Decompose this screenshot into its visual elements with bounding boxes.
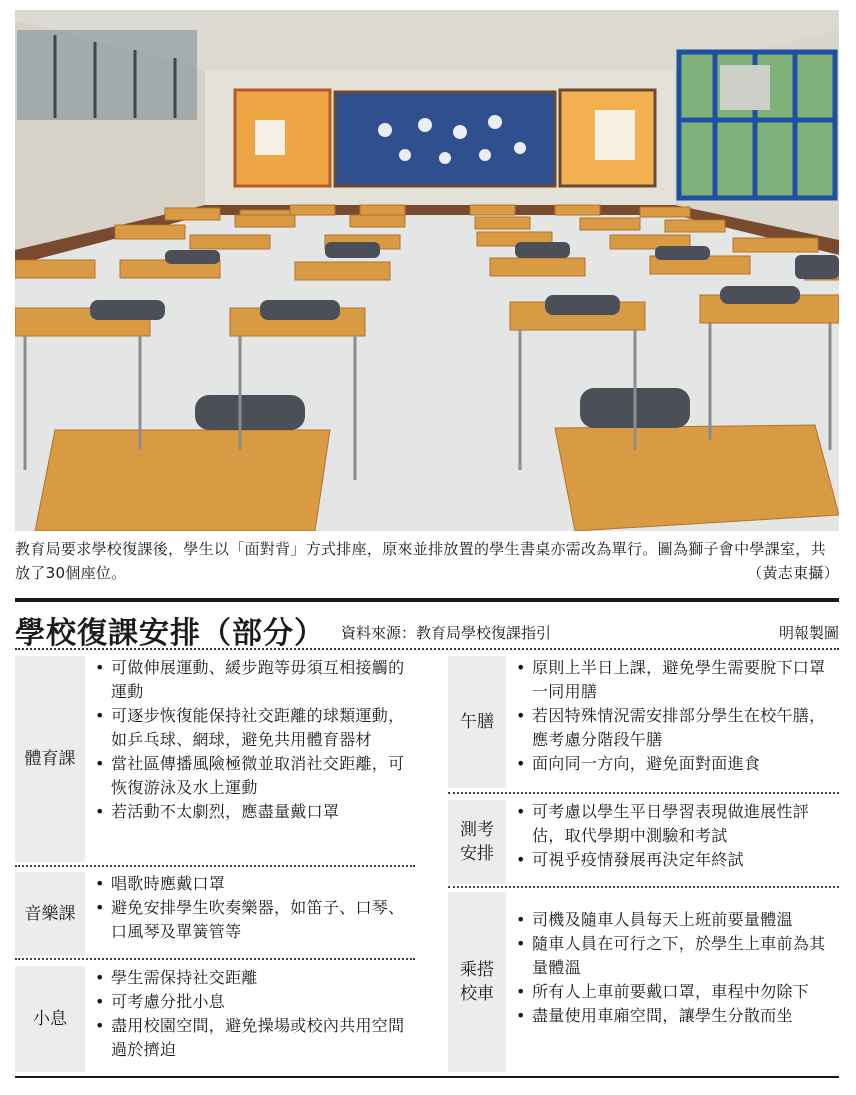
- list-item: • 可考慮以學生平日學習表現做進展性評估，取代學期中測驗和考試: [514, 800, 839, 848]
- section-pe: [15, 656, 415, 862]
- list-item: • 避免安排學生吹奏樂器，如笛子、口琴、口風琴及單簧管等: [93, 896, 415, 944]
- list-item: • 面向同一方向，避免面對面進食: [514, 752, 839, 776]
- section-items: [506, 656, 839, 788]
- section-lunch: [448, 656, 839, 788]
- list-item: • 可視乎疫情發展再決定年終試: [514, 848, 839, 872]
- list-item: • 當社區傳播風險極微並取消社交距離，可恢復游泳及水上運動: [93, 752, 415, 800]
- source-note: 資料來源：教育局學校復課指引: [341, 624, 552, 642]
- divider: [448, 792, 839, 794]
- section-label: 體育課: [15, 656, 85, 862]
- list-item: • 可逐步恢復能保持社交距離的球類運動，如乒乓球、網球，避免共用體育器材: [93, 704, 415, 752]
- infographic-title: 學校復課安排（部分）: [15, 616, 325, 651]
- section-music: [15, 872, 415, 956]
- section-label-line: 乘搭: [460, 960, 494, 980]
- photo-credit: （黃志東攝）: [747, 564, 839, 582]
- list-item: • 可考慮分批小息: [93, 990, 415, 1014]
- list-item: • 若活動不太劇烈，應盡量戴口罩: [93, 800, 415, 824]
- divider: [15, 958, 415, 960]
- section-items: [506, 892, 839, 1072]
- divider: [15, 648, 839, 650]
- section-label: 小息: [15, 966, 85, 1072]
- list-item: • 唱歌時應戴口罩: [93, 872, 415, 896]
- list-item: • 所有人上車前要戴口罩，車程中勿除下: [514, 980, 839, 1004]
- list-item: • 隨車人員在可行之下，於學生上車前為其量體溫: [514, 932, 839, 980]
- section-label: 午膳: [448, 656, 506, 788]
- section-label: [448, 800, 506, 884]
- list-item: • 原則上半日上課，避免學生需要脫下口罩一同用膳: [514, 656, 839, 704]
- divider: [15, 865, 415, 867]
- photo-caption: [15, 537, 839, 585]
- section-items: [85, 656, 415, 862]
- list-item: • 可做伸展運動、緩步跑等毋須互相接觸的運動: [93, 656, 415, 704]
- section-recess: [15, 966, 415, 1072]
- section-exam: [448, 800, 839, 884]
- section-label: 音樂課: [15, 872, 85, 956]
- list-item: • 盡用校園空間，避免操場或校內共用空間過於擠迫: [93, 1014, 415, 1062]
- section-label: [448, 892, 506, 1072]
- caption-text: 教育局要求學校復課後，學生以「面對背」方式排座，原來並排放置的學生書桌亦需改為單行。圖為獅子會中學課室，共放了30個座位。: [15, 540, 826, 582]
- divider: [15, 598, 839, 602]
- section-label-line: 校車: [460, 984, 494, 1004]
- section-bus: [448, 892, 839, 1072]
- list-item: • 盡量使用車廂空間，讓學生分散而坐: [514, 1004, 839, 1028]
- list-item: • 司機及隨車人員每天上班前要量體溫: [514, 908, 839, 932]
- classroom-photo: [15, 10, 839, 531]
- graphic-credit: 明報製圖: [778, 624, 839, 642]
- divider: [15, 1076, 839, 1078]
- list-item: • 學生需保持社交距離: [93, 966, 415, 990]
- section-label-line: 安排: [460, 844, 494, 864]
- list-item: • 若因特殊情況需安排部分學生在校午膳，應考慮分階段午膳: [514, 704, 839, 752]
- section-items: [85, 872, 415, 956]
- section-label-line: 測考: [460, 820, 494, 840]
- divider: [448, 886, 839, 888]
- section-items: [85, 966, 415, 1072]
- infographic-header: [15, 606, 839, 651]
- section-items: [506, 800, 839, 884]
